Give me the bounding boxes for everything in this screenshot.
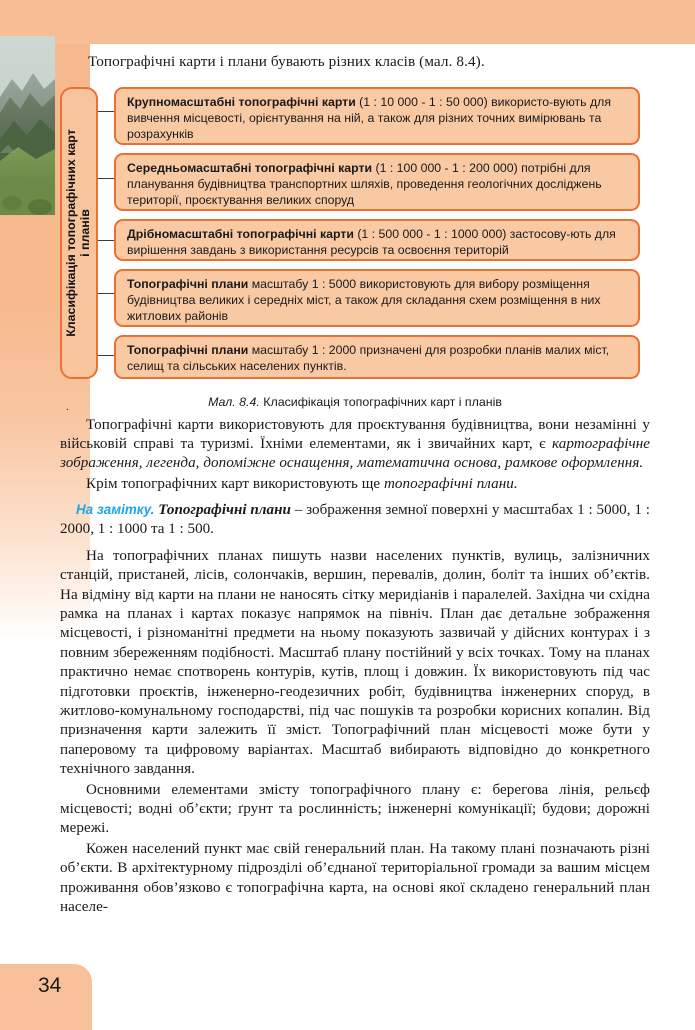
diagram-box-large-scale-maps (114, 87, 640, 145)
box-title: Крупномасштабні топографічні карти (127, 94, 356, 109)
box-title: Дрібномасштабні топографічні карти (127, 226, 354, 241)
diagram-vertical-label-text (65, 89, 93, 377)
vertical-label-line-2: і планів (78, 208, 92, 257)
top-peach-band (55, 0, 695, 44)
diagram-vertical-label (60, 87, 98, 379)
diagram-box-plans-5000 (114, 269, 640, 327)
lead-sentence: Топографічні карти і плани бувають різних класів (мал. 8.4). (88, 53, 485, 70)
figure-caption-wrap (60, 394, 650, 413)
para1-italic-terms: картографічне зображення, легенда, допоміжне оснащення, математична основа, рамкове оформлення. (60, 435, 650, 472)
paragraph-plan-contents: На топографічних планах пишуть назви населених пунктів, вулиць, залізничних станцій, пристаней, лісів, солончаків, вершин, перевалів, долин, боліт та інших об’єктів. На відміну від карти на плани не наносять сітку меридіанів і паралелей. Західна чи східна рамка на планах і картах показує напрямок на північ. План дає детальне зображення місцевості, і різноманітні предмети на ньому показують зазвичай у дійсних контурах і з повним збереженням подібності. Масштаб плану постійний у всіх точках. Тому на планах практично немає спотворень контурів, кутів, площ і довжин. Їх використовують під час підготовки проєктів, інженерно-геодезичних робіт, будівництва інженерних споруд, в житлово-комунальному господарстві, під час пошуків та розробки корисних копалин. Від призначення карти залежить її зміст. Топографічний план місцевості може бути у паперовому та цифровому варіантах. Масштаб вибирають відповідно до конкретного технічного завдання. (60, 547, 650, 778)
page-number: 34 (38, 974, 62, 997)
note-term: Топографічні плани (154, 502, 291, 519)
figure-caption (60, 395, 650, 409)
box-title: Топографічні плани (127, 342, 249, 357)
paragraph-besides-maps (60, 475, 650, 494)
vertical-label-line-1: Класифікація топографічних карт (64, 128, 79, 337)
note-block (60, 501, 650, 540)
para2-part-a: Крім топографічних карт використовують ще (86, 475, 384, 492)
figure-number: Мал. 8.4. (208, 394, 260, 409)
diagram-box-plans-2000 (114, 335, 640, 379)
figure-caption-text: Класифікація топографічних карт і планів (259, 394, 502, 409)
paragraph-plan-elements: Основними елементами змісту топографічного плану є: берегова лінія, рельєф місцевості; водні об’єкти; ґрунт та рослинність; інженерні комунікації; будови; дорожні мережі. (60, 781, 650, 837)
box-text: (1 : 10 000 - 1 : 50 000) використо-вують для вивчення місцевості, орієнтування на ній, а також для різних точних вимірювань та розрахунків (127, 94, 611, 142)
top-peach-band-left (0, 0, 55, 36)
box-text: масштабу 1 : 5000 використовують для вибору розміщення будівництва великих і середніх міст, а також для складання схем розміщення в них житлових районів (127, 276, 601, 324)
page-content (60, 52, 650, 917)
para1-part-a: Топографічні карти використовують для проєктування будівництва, вони незамінні у військовій справі та туризмі. Їхніми елементами, як і звичайних карт, є (60, 416, 650, 452)
stray-dot: . (66, 400, 69, 413)
mountain-landscape-photo (0, 35, 55, 215)
classification-diagram (60, 85, 640, 385)
page-number-block (0, 964, 92, 1030)
diagram-box-medium-scale-maps (114, 153, 640, 211)
paragraph-topographic-maps-usage (60, 416, 650, 474)
note-tag: На замітку. (76, 502, 155, 518)
box-text: масштабу 1 : 2000 призначені для розробки планів малих міст, селищ та сільських населених пунктів. (127, 342, 610, 373)
note-text: – зображення земної поверхні у масштабах 1 : 5000, 1 : 2000, 1 : 1000 та 1 : 500. (60, 502, 650, 538)
box-title: Середньомасштабні топографічні карти (127, 160, 373, 175)
diagram-box-small-scale-maps (114, 219, 640, 261)
box-text: (1 : 500 000 - 1 : 1000 000) застосову-ють для вирішення завдань з використання ресурсів та освоєння територій (127, 226, 616, 257)
paragraph-general-plan: Кожен населений пункт має свій генеральний план. На такому плані позначають різні об’єкти. В архітектурному підрозділі об’єднаної територіальної громади за вашим місцем проживання обов’язково є топографічна карта, на основі якої складено генеральний план населе- (60, 840, 650, 915)
para2-italic-term: топографічні плани. (383, 475, 518, 492)
box-title: Топографічні плани (127, 276, 249, 291)
box-text: (1 : 100 000 - 1 : 200 000) потрібні для планування будівництва транспортних шляхів, проведення геологічних досліджень території, проєктування великих споруд (127, 160, 602, 208)
